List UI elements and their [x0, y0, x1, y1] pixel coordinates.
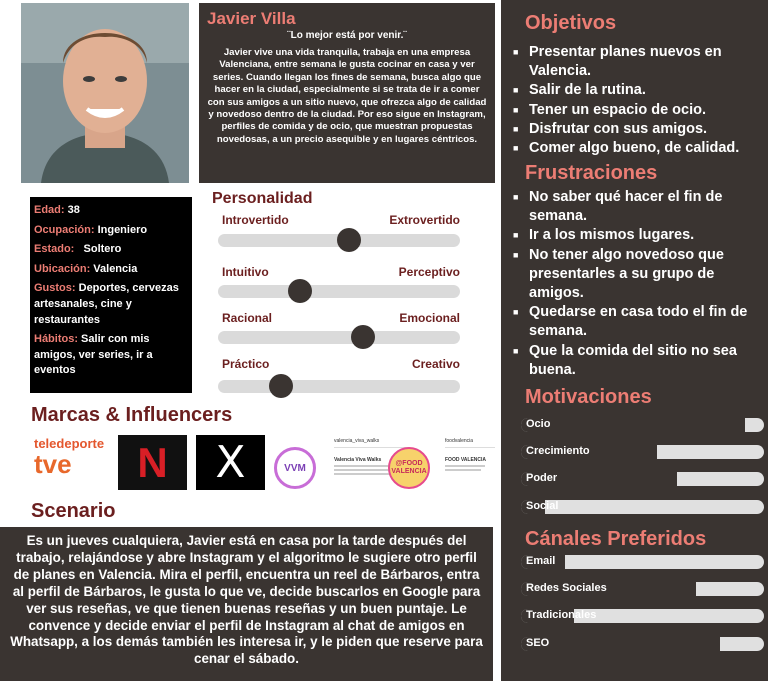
- demo-key: Estado:: [34, 243, 75, 256]
- canal-bar: [521, 555, 764, 569]
- trait-knob: [288, 279, 312, 303]
- trait-right-label: Creativo: [411, 357, 460, 371]
- demo-value: Soltero: [74, 243, 122, 256]
- trait-knob: [269, 374, 293, 398]
- x-logo: [196, 435, 265, 490]
- trait-labels: [222, 213, 460, 227]
- motivacion-label: Crecimiento: [526, 445, 590, 457]
- profile-handle: valencia_viva_walks: [334, 438, 380, 444]
- demo-key: Gustos:: [34, 282, 76, 295]
- canal-label: Redes Sociales: [526, 582, 607, 594]
- list-item: ■ Tener un espacio de ocio.: [513, 101, 763, 120]
- foodvalencia-profile: [445, 438, 495, 494]
- netflix-n-text: N: [137, 438, 168, 486]
- canal-label: SEO: [526, 637, 550, 649]
- vvm-logo: [274, 447, 316, 489]
- demo-key: Hábitos:: [34, 333, 78, 346]
- profile-stats: [445, 447, 495, 457]
- list-item: ■ No saber qué hacer el fin de semana.: [513, 188, 763, 226]
- motivaciones-title: Motivaciones: [525, 386, 652, 408]
- motivacion-label: Poder: [526, 472, 558, 484]
- trait-slider: [218, 285, 460, 298]
- list-item: ■ Que la comida del sitio no sea buena.: [513, 342, 763, 380]
- demo-row-estado: [34, 242, 188, 258]
- demo-value: 38: [64, 204, 80, 216]
- canal-label: Tradicionales: [526, 609, 597, 621]
- trait-right-label: Perceptivo: [398, 265, 460, 279]
- trait-left-label: Práctico: [222, 357, 270, 371]
- scenario-card: [0, 527, 493, 681]
- trait-left-label: Introvertido: [222, 213, 289, 227]
- objetivos-list: [513, 43, 763, 158]
- frustraciones-list: [513, 188, 763, 380]
- portrait-image: [21, 3, 189, 183]
- demographics-card: [30, 197, 192, 393]
- list-item: ■ Disfrutar con sus amigos.: [513, 120, 763, 139]
- demo-key: Ubicación:: [34, 262, 91, 275]
- demo-key: Ocupación:: [34, 223, 95, 236]
- list-item: ■ Quedarse en casa todo el fin de semana.: [513, 303, 763, 341]
- scenario-title: Scenario: [31, 500, 116, 522]
- demo-value: Valencia: [90, 262, 138, 275]
- list-item: ■ Presentar planes nuevos en Valencia.: [513, 43, 763, 81]
- frustraciones-title: Frustraciones: [525, 162, 658, 184]
- objetivos-title: Objetivos: [525, 12, 617, 34]
- persona-bio: Javier vive una vida tranquila, trabaja en una empresa Valenciana, entre semana le gusta cocinar en casa y ver series. Cuando llegan los fines de semana, busca algo que hacer en la ciudad, especialmente si se trata de ir a comer con sus amigos a un sitio nuevo, que ofrezca algo de calidad y novedoso dentro de la ciudad. Por eso sigue en Instagram, perfiles de comida y de ocio, que muestran propuestas novedosas, a un precio asequible y en lugares céntricos.: [207, 47, 487, 145]
- canal-label: Email: [526, 555, 556, 567]
- demo-row-ocupacion: [34, 223, 188, 239]
- list-item: ■ No tener algo novedoso que presentarles a su grupo de amigos.: [513, 246, 763, 304]
- persona-name: Javier Villa: [207, 9, 296, 28]
- trait-left-label: Intuitivo: [222, 265, 269, 279]
- motivacion-bar: [521, 418, 764, 432]
- vvm-text: VVM: [284, 462, 306, 474]
- foodvalencia-badge: [388, 447, 430, 489]
- trait-labels: [222, 265, 460, 279]
- netflix-logo: [118, 435, 187, 490]
- list-item: ■ Salir de la rutina.: [513, 81, 763, 100]
- list-item: ■ Ir a los mismos lugares.: [513, 226, 763, 245]
- trait-slider: [218, 331, 460, 344]
- trait-labels: [222, 357, 460, 371]
- trait-slider: [218, 234, 460, 247]
- trait-slider: [218, 380, 460, 393]
- persona-photo: [21, 3, 189, 183]
- trait-right-label: Extrovertido: [389, 213, 460, 227]
- foodvalencia-badge-text: @FOOD VALENCIA: [391, 460, 427, 475]
- scenario-text: Es un jueves cualquiera, Javier está en casa por la tarde después del trabajo, relajándose y abre Instagram y el algoritmo le sugiere otro perfil de planes en Valencia. Mira el perfil, encuentra un reel de Bárbaros, entra al perfil de Bárbaros, le gusta lo que ve, decide buscarlos en Google para ver sus reseñas, ve que tienen buenas reseñas y un buen puntaje. Le convence y decide enviar el perfil de Instagram al chat de amigos en Whatsapp, a los demás también les interesa ir, y le piden que reserve para cenar el sábado.: [10, 533, 483, 667]
- demo-value: Deportes, cervezas artesanales, cine y restaurantes: [34, 282, 179, 326]
- demo-row-ubicacion: [34, 262, 188, 278]
- profile-bio: Valencia Viva Walks: [334, 457, 382, 463]
- demo-key: Edad:: [34, 204, 65, 216]
- brands-title: Marcas & Influencers: [31, 404, 233, 426]
- tve-text: tve: [34, 449, 72, 479]
- motivacion-bar: [521, 472, 764, 486]
- trait-knob: [337, 228, 361, 252]
- persona-bio-card: [199, 3, 495, 183]
- trait-knob: [351, 325, 375, 349]
- persona-quote: ¨Lo mejor está por venir.¨: [287, 30, 407, 41]
- list-item: ■ Comer algo bueno, de calidad.: [513, 139, 763, 158]
- x-letter-text: X: [215, 437, 246, 488]
- motivacion-label: Ocio: [526, 418, 551, 430]
- canal-bar: [521, 637, 764, 651]
- motivacion-label: Social: [526, 500, 559, 512]
- demo-row-habitos: [34, 332, 188, 379]
- demo-row-gustos: [34, 281, 188, 328]
- trait-right-label: Emocional: [399, 311, 460, 325]
- demo-value: Ingeniero: [94, 223, 148, 236]
- canales-title: Cánales Preferidos: [525, 528, 707, 550]
- demo-value: Salir con mis amigos, ver series, ir a eventos: [34, 333, 153, 377]
- profile-handle: foodvalencia: [445, 438, 474, 444]
- demo-row-edad: [34, 203, 188, 219]
- personality-title: Personalidad: [212, 190, 313, 207]
- trait-left-label: Racional: [222, 311, 273, 325]
- teledeporte-text: teledeporte: [34, 436, 105, 451]
- teledeporte-tve-logo: [34, 436, 112, 488]
- profile-bio: FOOD VALENCIA: [445, 457, 487, 463]
- trait-labels: [222, 311, 460, 325]
- right-panel: [501, 0, 768, 681]
